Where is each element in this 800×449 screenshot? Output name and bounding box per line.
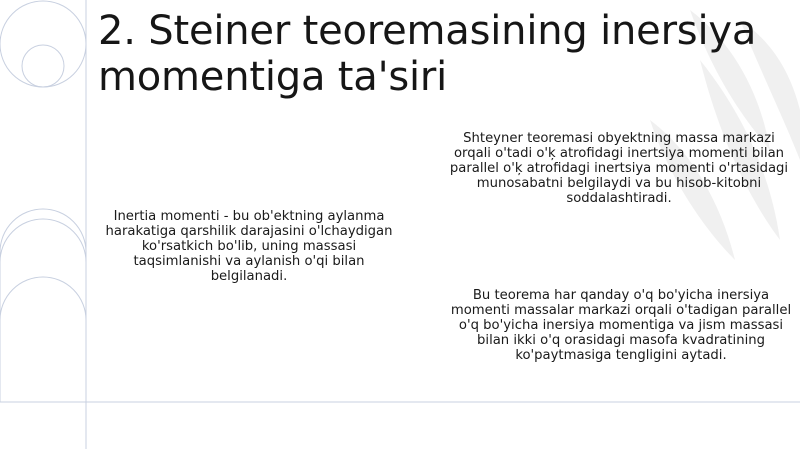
slide-title: 2. Steiner teoremasining inersiya momentiga ta'siri xyxy=(98,8,757,100)
inertia-moment-paragraph: Inertia momenti - bu ob'ektning aylanma harakatiga qarshilik darajasini o'lchaydigan ko'rsatkich bo'lib, uning massasi taqsimlanishi va aylanish o'qi bilan belgilanadi. xyxy=(105,209,393,284)
small-circle-top xyxy=(22,45,64,87)
large-circle-top xyxy=(0,1,86,87)
theorem-statement-paragraph: Bu teorema har qanday o'q bo'yicha inersiya momenti massalar markazi orqali o'tadigan parallel o'q bo'yicha inersiya momentiga va jism massasi bilan ikki o'q orasidagi masofa kvadratining ko'paytmasiga tengligini aytadi. xyxy=(450,288,792,363)
arch-lower-left xyxy=(0,277,86,320)
arch-outer-left xyxy=(0,209,86,252)
steiner-theorem-paragraph: Shteyner teoremasi obyektning massa markazi orqali o'tadi o'ķ atrofidagi inertsiya momenti bilan parallel o'ķ atrofidagi inertsiya momenti o'rtasidagi munosabatni belgilaydi va bu hisob-kitobni soddalashtiradi. xyxy=(449,131,789,206)
arch-upper-left xyxy=(0,219,86,262)
